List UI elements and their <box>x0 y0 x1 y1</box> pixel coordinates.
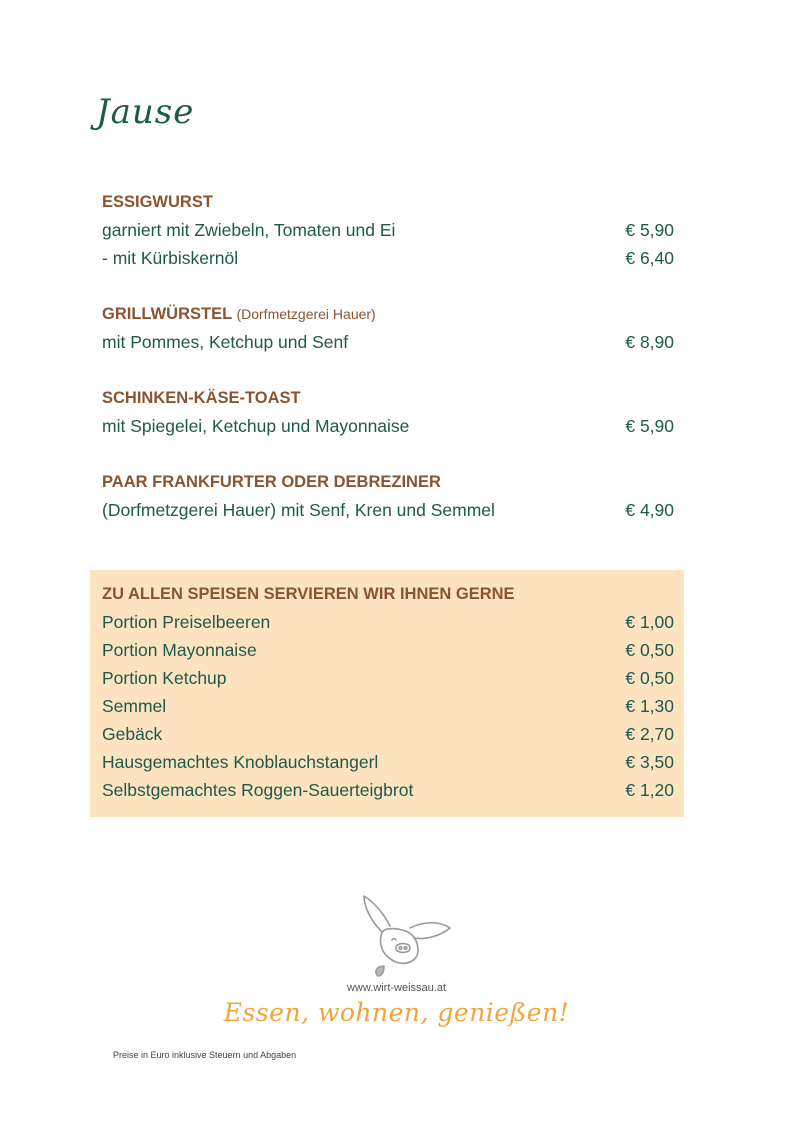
extras-item: Portion Mayonnaise <box>102 640 257 660</box>
menu-item-heading <box>102 300 674 328</box>
menu-item-price: € 8,90 <box>625 332 674 352</box>
menu-item-name: SCHINKEN-KÄSE-TOAST <box>102 389 301 407</box>
menu-item-heading <box>102 468 674 496</box>
price-footnote: Preise in Euro inklusive Steuern und Abgaben <box>113 1050 297 1060</box>
extras-line <box>102 664 674 692</box>
extras-price: € 0,50 <box>625 640 674 660</box>
extras-line <box>102 748 674 776</box>
menu-item-essigwurst <box>102 188 674 272</box>
menu-item-line <box>102 412 674 440</box>
menu-item-heading <box>102 188 674 216</box>
extras-price: € 2,70 <box>625 724 674 744</box>
extras-item: Portion Ketchup <box>102 668 227 688</box>
extras-price: € 0,50 <box>625 668 674 688</box>
extras-section <box>102 580 674 804</box>
website-url: www.wirt-weissau.at <box>346 982 447 994</box>
menu-item-name: PAAR FRANKFURTER ODER DEBREZINER <box>102 473 441 491</box>
menu-item-price: € 5,90 <box>625 220 674 240</box>
menu-item-description: mit Spiegelei, Ketchup und Mayonnaise <box>102 416 410 436</box>
extras-price: € 1,00 <box>625 612 674 632</box>
menu-item-frankfurter <box>102 468 674 524</box>
extras-price: € 1,20 <box>625 780 674 800</box>
extras-line <box>102 636 674 664</box>
extras-item: Hausgemachtes Knoblauchstangerl <box>102 752 379 772</box>
extras-price: € 1,30 <box>625 696 674 716</box>
menu-item-description: - mit Kürbiskernöl <box>102 248 239 268</box>
extras-heading: ZU ALLEN SPEISEN SERVIEREN WIR IHNEN GERNE <box>102 585 515 603</box>
menu-item-price: € 4,90 <box>625 500 674 520</box>
menu-item-heading <box>102 384 674 412</box>
menu-title: Jause <box>96 92 195 132</box>
menu-item-line <box>102 328 674 356</box>
menu-item-line <box>102 244 674 272</box>
pig-head-icon <box>352 892 456 986</box>
extras-line <box>102 608 674 636</box>
menu-item-description: (Dorfmetzgerei Hauer) mit Senf, Kren und Semmel <box>102 500 495 520</box>
extras-item: Portion Preiselbeeren <box>102 612 271 632</box>
slogan: Essen, wohnen, genießen! <box>223 998 570 1027</box>
menu-item-grillwuerstel <box>102 300 674 356</box>
menu-item-price: € 6,40 <box>625 248 674 268</box>
extras-line <box>102 776 674 804</box>
menu-item-name: GRILLWÜRSTEL <box>102 305 232 323</box>
extras-line <box>102 692 674 720</box>
menu-item-description: mit Pommes, Ketchup und Senf <box>102 332 349 352</box>
extras-item: Selbstgemachtes Roggen-Sauerteigbrot <box>102 780 414 800</box>
extras-item: Gebäck <box>102 724 163 744</box>
menu-item-price: € 5,90 <box>625 416 674 436</box>
menu-item-note: (Dorfmetzgerei Hauer) <box>236 306 376 322</box>
extras-line <box>102 720 674 748</box>
menu-item-line <box>102 496 674 524</box>
menu-item-name: ESSIGWURST <box>102 193 213 211</box>
extras-price: € 3,50 <box>625 752 674 772</box>
extras-item: Semmel <box>102 696 167 716</box>
menu-item-line <box>102 216 674 244</box>
menu-item-description: garniert mit Zwiebeln, Tomaten und Ei <box>102 220 396 240</box>
menu-item-schinken-kaese-toast <box>102 384 674 440</box>
